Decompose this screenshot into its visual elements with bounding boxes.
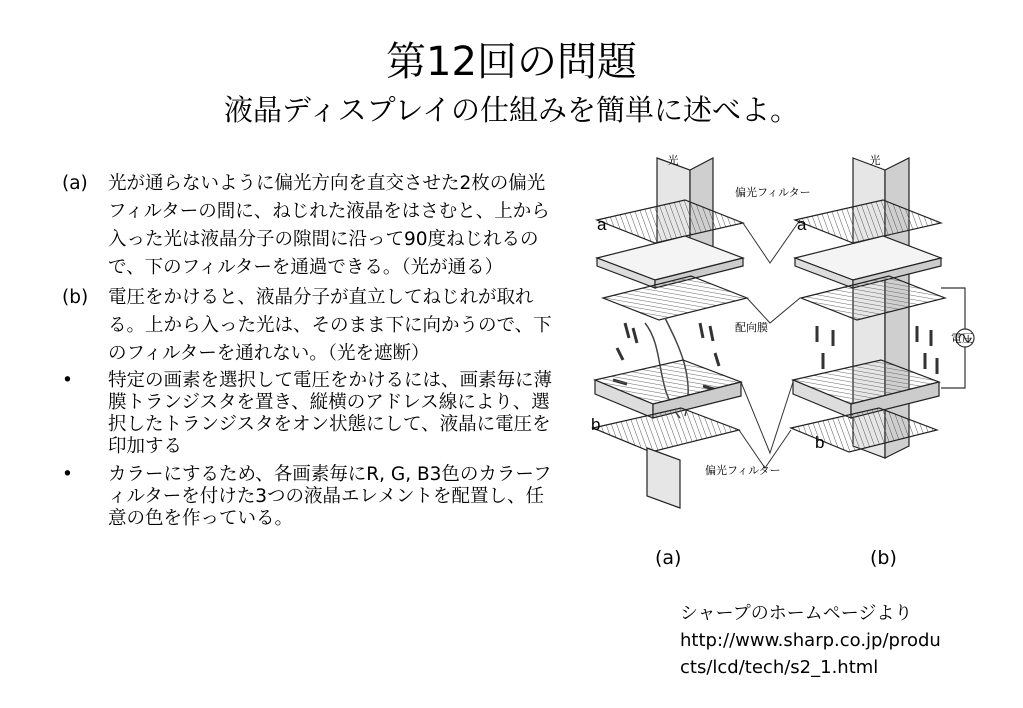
explanation-list — [62, 170, 562, 536]
page-title: 第12回の問題 — [386, 39, 637, 85]
source-url-line-2: cts/lcd/tech/s2_1.html — [680, 657, 879, 678]
source-line-1: シャープのホームページより — [680, 603, 913, 624]
list-item-bullet-2 — [62, 464, 562, 530]
item-text: カラーにするため、各画素毎にR, G, B3色のカラーフィルターを付けた3つの液晶エレメントを配置し、任意の色を作っている。 — [108, 464, 552, 529]
item-text: 特定の画素を選択して電圧をかけるには、画素毎に薄膜トランジスタを置き、縦横のアドレス線により、選択したトランジスタをオン状態にして、液晶に電圧を印加する — [108, 370, 553, 457]
source-url-line-1: http://www.sharp.co.jp/produ — [680, 630, 941, 651]
diagram-right-stack — [791, 158, 974, 458]
list-item-bullet-1 — [62, 370, 562, 458]
axis-a-label-left: a — [597, 215, 607, 234]
voltage-label: 電圧 — [951, 332, 973, 345]
item-text: 電圧をかけると、液晶分子が直立してねじれが取れる。上から入った光は、そのまま下に向かうので、下のフィルターを通れない。（光を遮断） — [108, 287, 552, 364]
item-marker: (b) — [62, 287, 89, 308]
item-text: 光が通らないように偏光方向を直交させた2枚の偏光フィルターの間に、ねじれた液晶をはさむと、上から 入った光は液晶分子の隙間に沿って90度ねじれるので、下のフィルターを通過できる。（光が通る） — [108, 173, 550, 278]
figure-caption-b: (b) — [870, 547, 897, 569]
page-subtitle: 液晶ディスプレイの仕組みを簡単に述べよ。 — [223, 93, 800, 127]
list-item-a — [62, 170, 562, 282]
list-item-b — [62, 284, 562, 368]
polarizer-label-top: 偏光フィルター — [735, 186, 811, 199]
diagram-left-stack — [593, 158, 747, 508]
lcd-structure-diagram — [585, 148, 975, 523]
bullet-marker: • — [62, 464, 73, 485]
light-label-left: 光 — [667, 154, 679, 167]
figure-caption-a: (a) — [655, 547, 682, 569]
source-citation — [680, 600, 980, 681]
axis-b-label-left: b — [591, 415, 601, 434]
connector-lines — [739, 220, 800, 468]
alignment-label: 配向膜 — [735, 321, 768, 334]
item-marker: (a) — [62, 173, 88, 194]
light-label-right: 光 — [869, 154, 881, 167]
axis-b-label-right: b — [815, 433, 825, 452]
bullet-marker: • — [62, 370, 73, 391]
polarizer-label-bottom: 偏光フィルター — [705, 464, 781, 477]
axis-a-label-right: a — [797, 215, 807, 234]
